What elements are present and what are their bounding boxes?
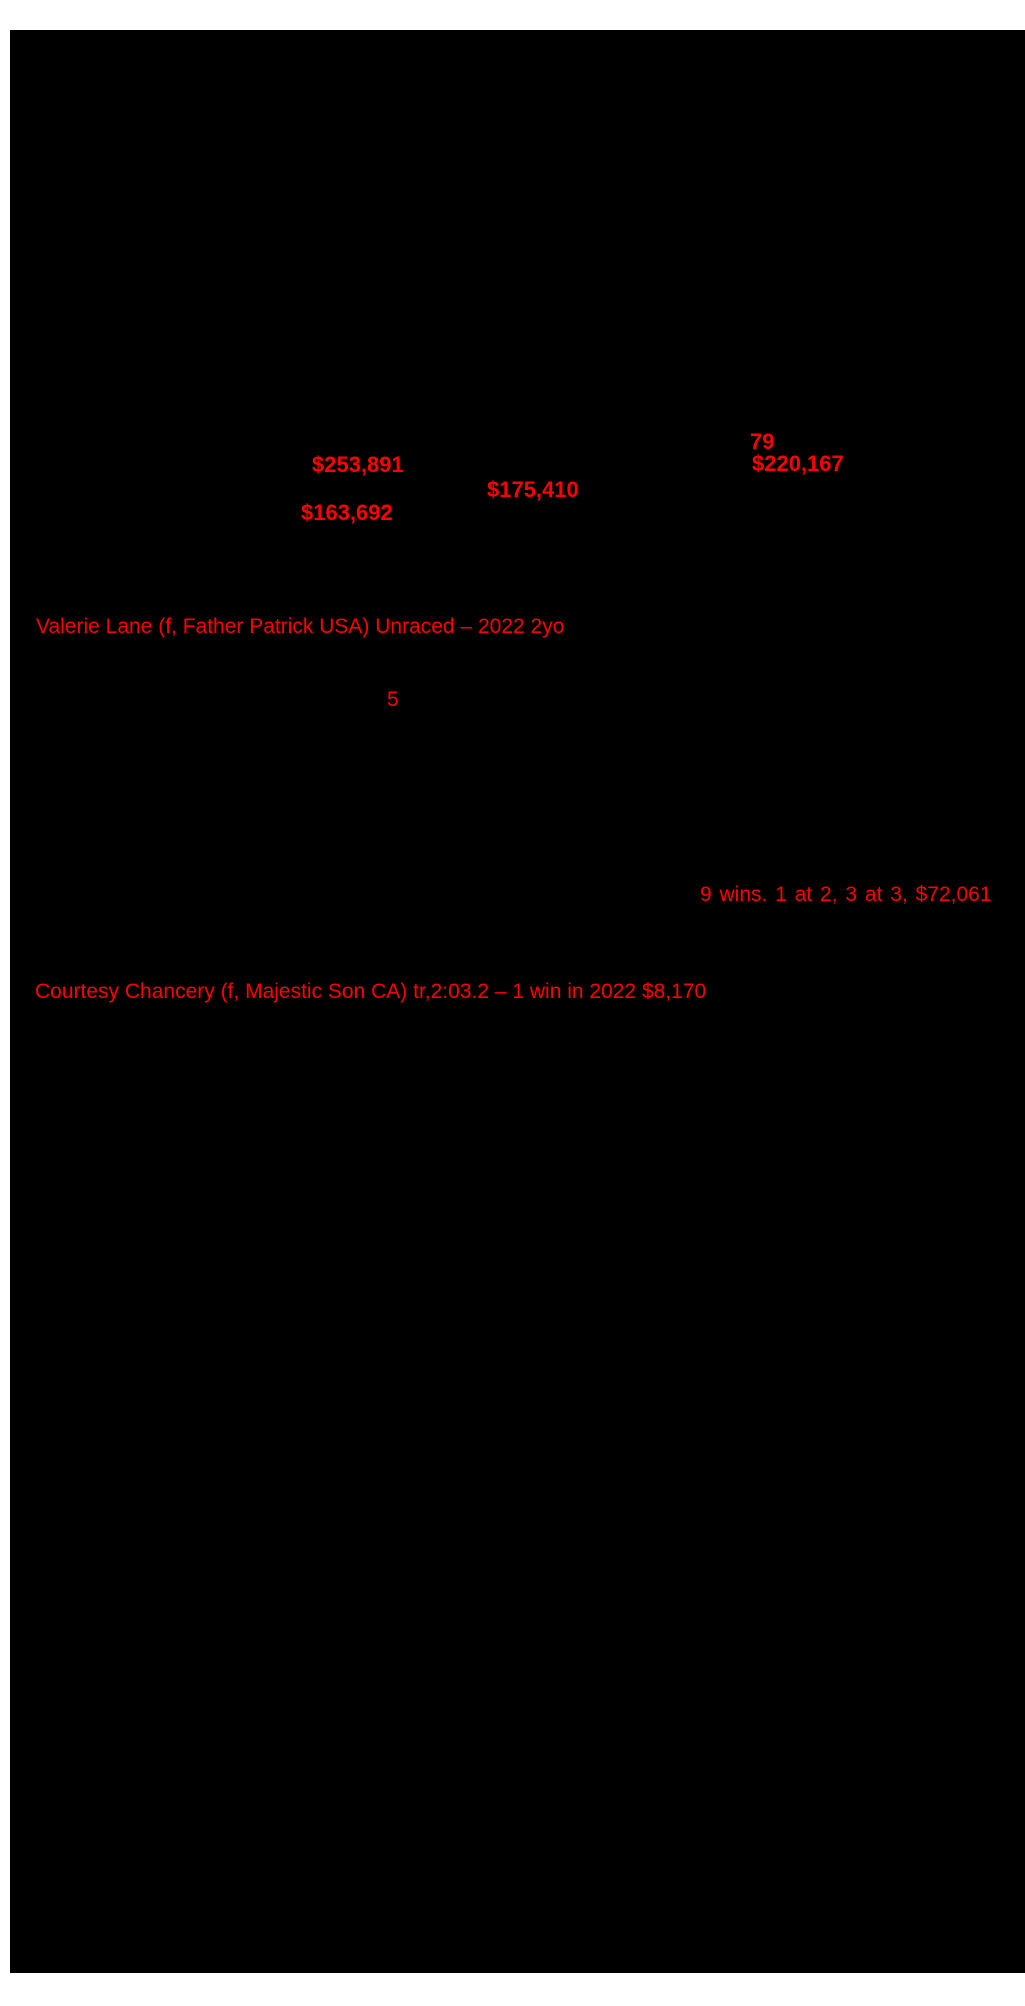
earnings-amount-220167: $220,167 xyxy=(752,451,844,476)
earnings-amount-175410: $175,410 xyxy=(487,477,579,502)
number-five: 5 xyxy=(387,688,399,711)
horse-line-valerie-lane: Valerie Lane (f, Father Patrick USA) Unraced – 2022 2yo xyxy=(36,615,565,638)
earnings-amount-253891: $253,891 xyxy=(312,452,404,477)
horse-line-courtesy-chancery: Courtesy Chancery (f, Majestic Son CA) tr,2:03.2 – 1 win in 2022 $8,170 xyxy=(35,980,707,1003)
count-79: 79 xyxy=(750,429,775,454)
earnings-amount-163692: $163,692 xyxy=(301,500,393,525)
wins-summary-line: 9 wins. 1 at 2, 3 at 3, $72,061 xyxy=(700,883,992,906)
